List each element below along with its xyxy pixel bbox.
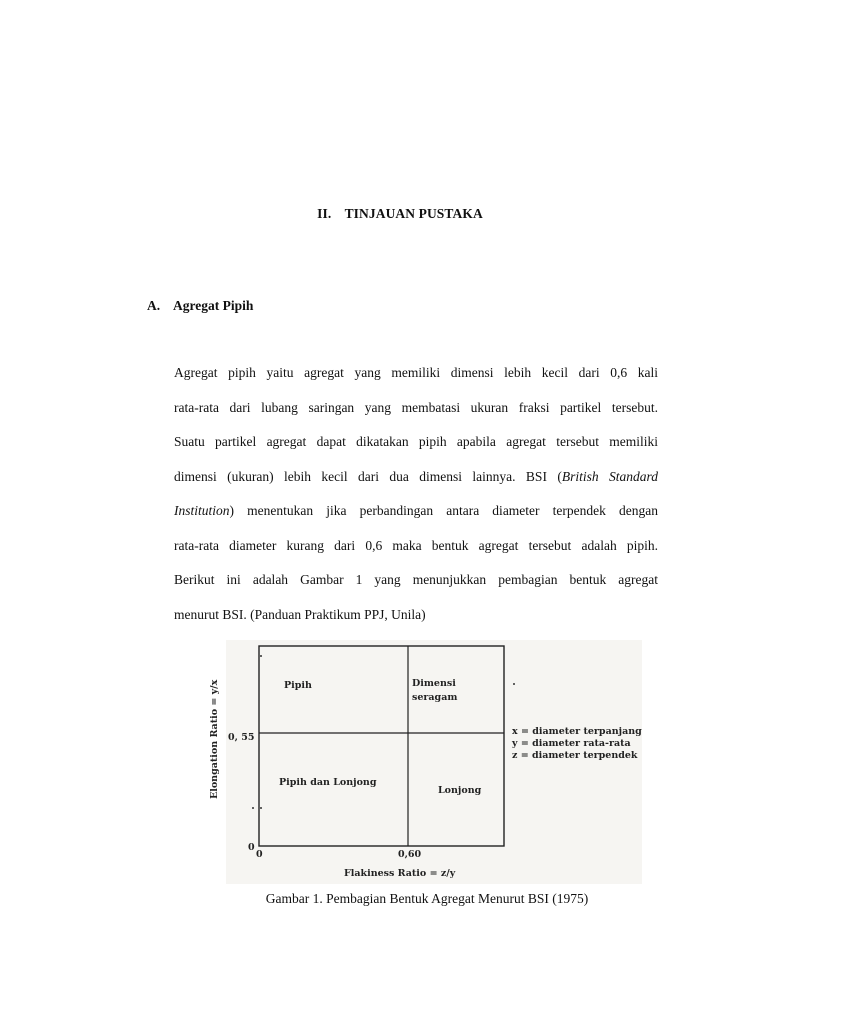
figure-caption: Gambar 1. Pembagian Bentuk Agregat Menurut BSI (1975) xyxy=(265,891,589,906)
y-axis-label: Elongation Ratio = y/x xyxy=(209,679,220,799)
region-lonjong: Lonjong xyxy=(438,785,482,796)
x-tick-060: 0,60 xyxy=(398,849,422,860)
dot-mark xyxy=(252,807,254,809)
chapter-name: TINJAUAN PUSTAKA xyxy=(344,206,483,221)
chapter-number: II. xyxy=(317,206,332,221)
paragraph-line xyxy=(174,460,658,495)
paragraph-text: ) menentukan jika perbandingan antara diameter terpendek dengan xyxy=(229,503,658,518)
chapter-title xyxy=(0,206,800,222)
section-heading xyxy=(147,298,253,314)
dot-mark xyxy=(260,807,262,809)
y-tick-055: 0, 55 xyxy=(228,732,255,743)
region-pipih: Pipih xyxy=(284,680,312,691)
body-paragraph xyxy=(174,356,658,632)
section-title: Agregat Pipih xyxy=(173,298,254,313)
x-axis-label: Flakiness Ratio = z/y xyxy=(344,868,456,879)
paragraph-text: dimensi (ukuran) lebih kecil dari dua dimensi lainnya. BSI ( xyxy=(174,468,562,484)
section-letter: A. xyxy=(147,298,161,313)
paragraph-line: Suatu partikel agregat dapat dikatakan pipih apabila agregat tersebut memiliki xyxy=(174,434,658,449)
legend-y: y = diameter rata-rata xyxy=(512,738,631,749)
x-tick-zero: 0 xyxy=(256,849,263,860)
legend-x: x = diameter terpanjang xyxy=(512,726,642,737)
italic-term-cont: Institution xyxy=(174,503,230,518)
paragraph-line: rata-rata diameter kurang dari 0,6 maka bentuk agregat tersebut adalah pipih. xyxy=(174,537,658,553)
region-dimensi: Dimensi xyxy=(412,678,456,689)
figure-bsi-shape-diagram xyxy=(209,640,642,884)
italic-term: British Standard xyxy=(561,468,658,484)
dot-mark xyxy=(260,655,262,657)
region-pipih-lonjong: Pipih dan Lonjong xyxy=(279,777,377,788)
region-seragam: seragam xyxy=(412,692,458,703)
paragraph-line xyxy=(174,494,658,529)
legend-z: z = diameter terpendek xyxy=(512,750,638,761)
paragraph-line: rata-rata dari lubang saringan yang membatasi ukuran fraksi partikel tersebut. xyxy=(174,399,658,415)
paragraph-line: Berikut ini adalah Gambar 1 yang menunjukkan pembagian bentuk agregat xyxy=(174,572,658,587)
y-tick-zero: 0 xyxy=(248,842,255,853)
dot-mark xyxy=(513,683,515,685)
diagram-frame xyxy=(259,646,504,846)
paragraph-line: menurut BSI. (Panduan Praktikum PPJ, Unila) xyxy=(174,606,426,622)
paragraph-line: Agregat pipih yaitu agregat yang memiliki dimensi lebih kecil dari 0,6 kali xyxy=(174,365,658,380)
